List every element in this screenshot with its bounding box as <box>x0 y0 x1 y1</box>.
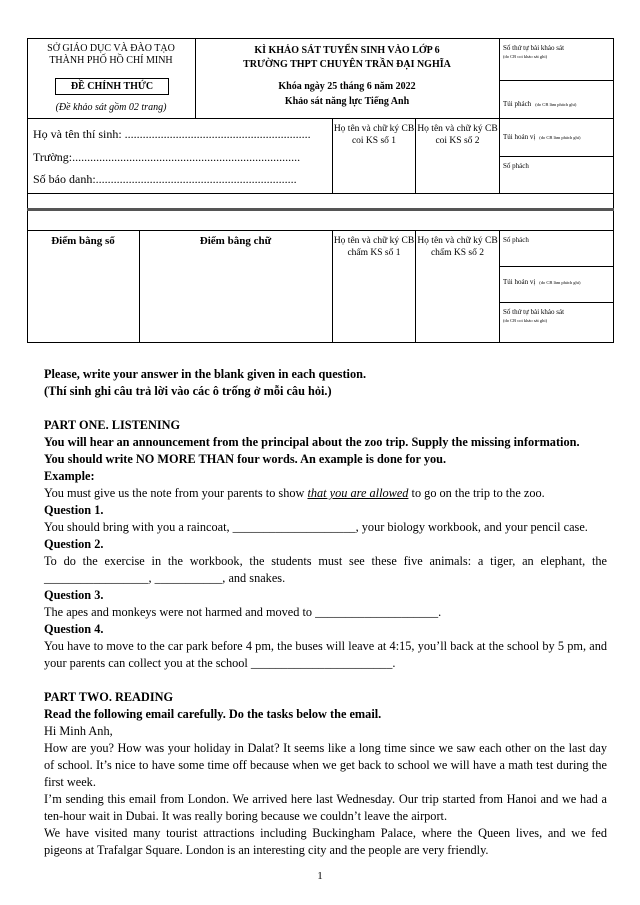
coded-number-label-2: Số phách <box>503 236 529 244</box>
question-2-text: To do the exercise in the workbook, the students must see these five animals: a tiger, an elephant, the _________________, ___________, and snakes. <box>44 554 607 585</box>
registration-number-field: Số báo danh:................................................................... <box>33 172 297 186</box>
question-2-label: Question 2. <box>44 537 104 551</box>
swap-envelope-label-2: Túi hoán vị <box>503 278 536 286</box>
swap-envelope-field <box>503 126 613 144</box>
proctor-2-signature: Họ tên và chữ ký CB coi KS số 2 <box>417 124 498 146</box>
sequence-number-label: Số thứ tự bài khảo sát <box>503 44 565 52</box>
example-text-before: You must give us the note from your parents to show <box>44 486 308 500</box>
email-paragraph-3: We have visited many tourist attractions including Buckingham Palace, where the Queen lives, and we fed pigeons at Trafalgar Square. London is an interesting city and the people are very friendly. <box>44 826 607 857</box>
sequence-number-note: (do CB coi khảo sát ghi) <box>503 54 548 59</box>
exam-title-1: KÌ KHẢO SÁT TUYỂN SINH VÀO LỚP 6 <box>254 45 440 56</box>
example-text-after: to go on the trip to the zoo. <box>408 486 545 500</box>
question-1-label: Question 1. <box>44 503 104 517</box>
envelope-field <box>503 93 613 111</box>
coded-number-label: Số phách <box>503 162 529 170</box>
sequence-number-label-2: Số thứ tự bài khảo sát <box>503 308 565 316</box>
grader-2-signature: Họ tên và chữ ký CB chấm KS số 2 <box>417 236 498 258</box>
instruction-vietnamese: (Thí sinh ghi câu trả lời vào các ô trống ở mỗi câu hỏi.) <box>44 384 332 398</box>
proctor-1-signature: Họ tên và chữ ký CB coi KS số 1 <box>333 124 415 146</box>
swap-envelope-field-2 <box>503 271 613 289</box>
question-4-label: Question 4. <box>44 622 104 636</box>
question-3-label: Question 3. <box>44 588 104 602</box>
swap-envelope-note-2: (do CB làm phách ghi) <box>539 280 581 285</box>
candidate-name-field: Họ và tên thí sinh: .............................................................. <box>33 127 311 141</box>
example-label: Example: <box>44 469 95 483</box>
grader-1-signature: Họ tên và chữ ký CB chấm KS số 1 <box>333 236 415 258</box>
official-exam-badge: ĐỀ CHÍNH THỨC <box>55 78 169 95</box>
question-1-text: You should bring with you a raincoat, ____________________, your biology workbook, and your pencil case. <box>44 520 588 534</box>
swap-envelope-label: Túi hoán vị <box>503 133 536 141</box>
part-one-description-2: You should write NO MORE THAN four words. An example is done for you. <box>44 452 447 466</box>
page-number: 1 <box>317 870 323 882</box>
part-one-description-1: You will hear an announcement from the principal about the zoo trip. Supply the missing information. <box>44 435 580 449</box>
sequence-number-note-2: (do CB coi khảo sát ghi) <box>503 318 548 323</box>
instruction-english: Please, write your answer in the blank given in each question. <box>44 367 367 381</box>
school-field: Trường:............................................................................ <box>33 150 301 164</box>
part-two-description: Read the following email carefully. Do the tasks below the email. <box>44 707 382 721</box>
pages-note: (Đề khảo sát gồm 02 trang) <box>55 102 167 113</box>
department-line-1: SỞ GIÁO DỤC VÀ ĐÀO TẠO <box>47 43 175 54</box>
email-paragraph-1: How are you? How was your holiday in Dalat? It seems like a long time since we saw each other on the last day of school. It’s nice to have some time off because when we get back to school we will have a math test during the first week. <box>44 741 607 789</box>
part-two-title: PART TWO. READING <box>44 690 174 704</box>
example-sentence <box>44 485 607 502</box>
score-in-words: Điểm bằng chữ <box>199 235 272 247</box>
example-answer: that you are allowed <box>307 486 409 500</box>
swap-envelope-note: (do CB làm phách ghi) <box>539 135 581 140</box>
part-one-title: PART ONE. LISTENING <box>44 418 181 432</box>
score-in-digits: Điểm bằng số <box>51 235 115 247</box>
email-paragraph-2: I’m sending this email from London. We arrived here last Wednesday. Our trip started from Hanoi and we had a ten-hour wait in Dubai. It was really boring because we couldn’t leave the airport. <box>44 792 607 823</box>
department-line-2: THÀNH PHỐ HỒ CHÍ MINH <box>49 55 173 66</box>
envelope-label: Túi phách <box>503 100 532 108</box>
question-3-text: The apes and monkeys were not harmed and moved to ____________________. <box>44 605 442 619</box>
exam-content <box>44 366 607 859</box>
exam-date: Khóa ngày 25 tháng 6 năm 2022 <box>278 81 416 92</box>
question-4-text: You have to move to the car park before 4 pm, the buses will leave at 4:15, you’ll back at the school by 5 pm, and your parents can collect you at the school _______________________. <box>44 639 607 670</box>
email-greeting: Hi Minh Anh, <box>44 724 113 738</box>
envelope-note: (do CB làm phách ghi) <box>535 102 577 107</box>
exam-subject: Khảo sát năng lực Tiếng Anh <box>284 96 410 107</box>
header-form-table <box>27 38 614 343</box>
exam-title-2: TRƯỜNG THPT CHUYÊN TRẦN ĐẠI NGHĨA <box>243 59 451 70</box>
